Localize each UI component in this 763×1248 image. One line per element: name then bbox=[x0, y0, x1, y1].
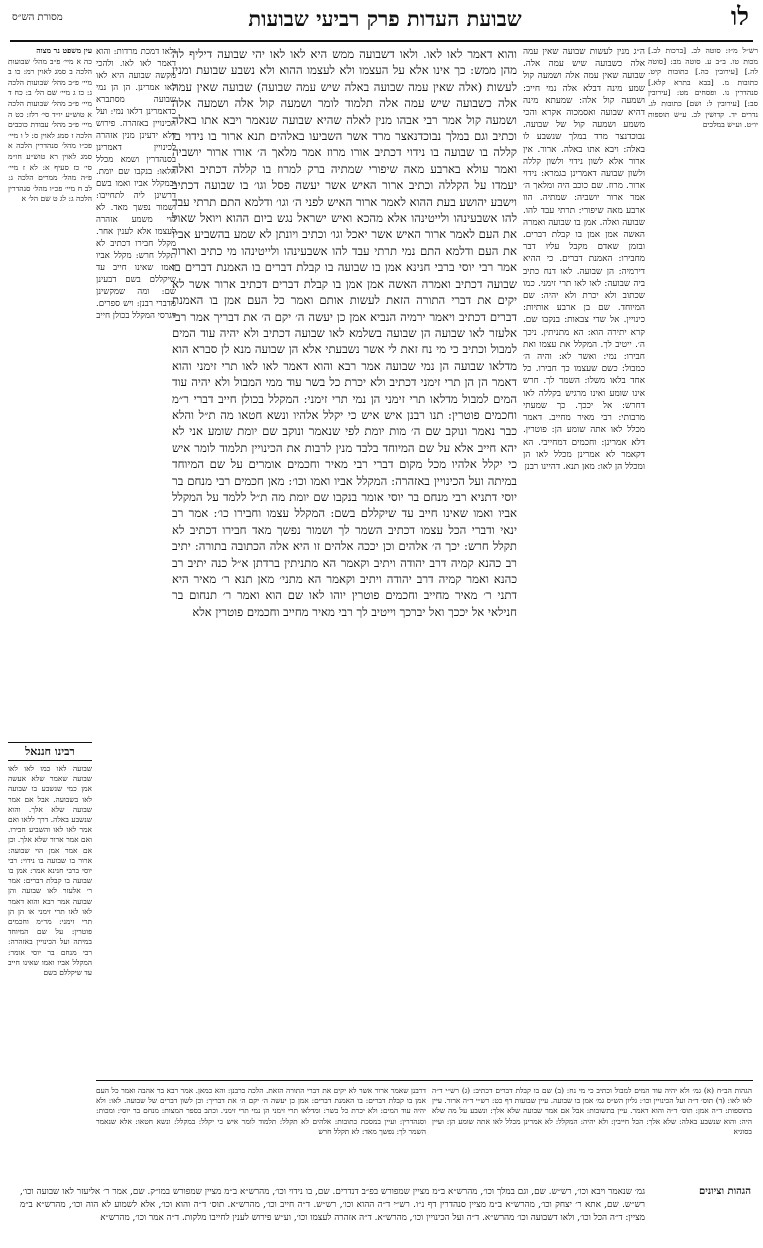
chapter-title: שבועת העדות פרק רביעי שבועות bbox=[248, 6, 522, 31]
gemara-text-block bbox=[172, 46, 517, 906]
hagahot-vetziyunim bbox=[20, 1186, 645, 1242]
bottom-notes-right-text: הגהות הב״ח (א) גמ׳ ולא יהיה עוד המים למבול וכתיב כי מי נח: (ב) שם בו קבלת דברים דכתיב: (ג) רש״י ד״ה לאו לאו: (ד) תוס׳ ד״ה ועל הכינויין וכו׳: גליון הש״ס גמ׳ אמן בו שבועה. עיין שבועות דף כט: רש״י ד״ה ארור. עיין בתוספות: ד״ה אמן: תוס׳ ד״ה והוא דאמר. עיין בתשובות: אבל אם אמר שבועה שלא אלך: ונשבע על מה שלא היה: והוא שנשבע באלה: שלא אלך: הכל חייבין: ולא יהיה: המקלל: לא אמרינן מכלל לאו אתה שומע הן: ועיין בסוגיא bbox=[432, 1086, 752, 1136]
bottom-notes-right bbox=[432, 1086, 752, 1176]
hagahot-header: הגהות וציונים bbox=[698, 1186, 751, 1197]
gemara-text: והוא דאמר לאו לאו. ולאו דשבועה ממש היא לאו לאו יהי שבועה דיליף לה מהן ממש: כך אינו אלא על העצמו ולא לעצמו ההוא ולא נשבע שבועת ומנין לעשות (אלה שאין עמה שבועה באלה שיש עמה שבועה) שבועה שאין עמה אלה כשבועה שיש עמה אלה תלמוד לומר ושמעה קול אלה ושמעה אלה ושמעה קול אמר רבי אבהו מנין לאלה שהיא שבועה שנאמר ויבא אתו באלה וכתיב וגם במלך נבוכדנאצר מרד אשר השביעו באלהים תנא ארור בו נידוי בו קללה בו שבועה בו נידוי דכתיב אורו מרוז אמר מלאך ה׳ אורו ארור יושביה ואמר עולא בארבע מאה שיפורי שמתיה ברק למרוז בו קללה דכתיב ואלה יעמדו על הקללה וכתיב ארור האיש אשר יעשה פסל וגו׳ בו שבועה דכתיב וישבע יהושע בעת ההוא לאמר ארור האיש לפני ה׳ וגו׳ ודלמא התם תרתי עבד להו אשבעינהו ולייטינהו אלא מהכא ואיש ישראל נגש ביום ההוא ויואל שאול את העם לאמר ארור האיש אשר יאכל וגו׳ וכתיב ויונתן לא שמע בהשביע אביו את העם ודלמא התם נמי תרתי עבד להו אשבעינהו ולייטינהו מי כתיב וארור אמר רבי יוסי ברבי חנינא אמן בו שבועה בו קבלת דברים בו האמנת דברים בו שבועה דכתיב ואמרה האשה אמן אמן בו קבלת דברים דכתיב ארור אשר לא יקים את דברי התורה הזאת לעשות אותם ואמר כל העם אמן בו האמנת דברים דכתיב ויאמר ירמיה הנביא אמן כן יעשה ה׳ יקם ה׳ את דבריך אמר רבי אלעזר לאו שבועה הן שבועה בשלמא לאו שבועה דכתיב ולא יהיה עוד המים למבול וכתיב כי מי נח זאת לי אשר נשבעתי אלא הן שבועה מנא לן סברא הוא מדלאו שבועה הן נמי שבועה אמר רבא והוא דאמר לאו לאו תרי זימני והוא דאמר הן הן תרי זימני דכתיב ולא יכרת כל בשר עוד ממי המבול ולא יהיה עוד המים למבול מדלאו תרי זימני הן נמי תרי זימני: המקלל בכולן חייב דברי ר״מ וחכמים פוטרין: תנו רבנן איש איש כי יקלל אלהיו ונשא חטאו מה ת״ל והלא כבר נאמר ונוקב שם ה׳ מות יומת לפי שנאמר ונוקב שם יומת שומע אני לא יהא חייב אלא על שם המיוחד בלבד מנין לרבות את הכינויין תלמוד לומר איש כי יקלל אלהיו מכל מקום דברי רבי מאיר וחכמים אומרים על שם המיוחד במיתה ועל הכינויין באזהרה: המקלל אביו ואמו וכו׳: מאן חכמים רבי מנחם בר יוסי דתניא רבי מנחם בר יוסי אומר בנקבו שם יומת מה ת״ל ללמד על המקלל אביו ואמו שאינו חייב עד שיקללם בשם: המקלל עצמו וחבירו כו׳: אמר רב ינאי ודברי הכל עצמו דכתיב השמר לך ושמור נפשך מאד חבירו דכתיב לא תקלל חרש: יכך ה׳ אלהים וכן יככה אלהים זו היא אלה הכתובה בתורה: יתיב רב כהנא קמיה דרב יהודה ויתיב וקאמר הא מתניתין ברדתן א״ל כנה יתיב רב כהנא ואמר קמיה דרב יהודה ויתיב וקאמר הא מתני׳ מאן תנא ר׳ מאיר היא דתני ר׳ מאיר מחייב וחכמים פוטרין יוהו לאו שם הוא ואמר ר׳ תנחום בר חנילאי אל יככך ואל יברכך וייטיב לך רבי מאיר מחייב וחכמים פוטרין אלא bbox=[172, 47, 517, 619]
rabbeinu-chananel-header: רבינו חננאל bbox=[8, 742, 92, 761]
hagahot-text: גמ׳ שנאמר ויבא וכו׳, רש״ש. שם, וגם במלך וכו׳, מהרש״א ב״מ מציין שמפורש בפ״ב דנדרים. שם, בו נידוי וכו׳, מהרש״א ב״מ מציין שמפורש במו״ק. שם, אמר ר׳ אליעזר לאו שבועה וכו׳, רש״ש. שם, אתא ר׳ יצחק וכו׳, מהרש״א ב״מ מציין סנהדרין דף נ״ו. רש״י ד״ה ההוא וכו׳, רש״ש. ד״ה חייב וכו׳, מהרש״א. תוס׳ ד״ה והוא וכו׳, אלא לשמוע לא הוה וכו׳, מהרש״א ב״מ מציין: ד״ה הכל וכו׳, ולאו דשבועה וכו׳ מהרש״א. ד״ה ועל הכינויין וכו׳, מהרש״א. ד״ה אזהרה לעצמו וכו׳, וע״ש פירוש לענין לחייבו מלקות. ד״ה אמר וכו׳, מהרש״א bbox=[20, 1187, 645, 1223]
header-rule bbox=[10, 40, 753, 42]
rabbeinu-chananel-text: שבועה לאו כמו לאו לאו שבועה שאמר שלא אעשה אמן כמי שנשבע בו שבועה לאו בשבועה. אבל אם אמר שבועה שלא אלך. והוא שנשבע באלה. דרך ללאו ואם אמר לאו לאו והשביע חבירו. ואם אמר ארור שלא אלך. וכן אם אמר אמן הוי שבועה: ארור בו שבועה בו נידוי: רבי יוסי ברבי חנינא אמר: אמן בו שבועה בו קבלת דברים: אמר ר׳ אלעזר לאו שבועה והן שבועה אמר רבא והוא דאמר לאו לאו תרי זימני או הן הן תרי זימני: מר״מ וחכמים פוטרין: על שם המיוחד במיתה ועל הכינויין באזהרה: רבי מנחם בר יוסי אומר: המקלל אביו ואמו שאינו חייב עד שיקללם בשם bbox=[8, 764, 92, 978]
margin-references-text: רש״ל מ״ז: סוטה לב. [ברכות לב.] מכות טו. ב״ב ע. סוטה מב: [סוטה לה.] [עירובין כה.] כתובות קיט. כתובות מ. [בבא בתרא קלא.] סנהדרין נו. ופסחים מט: [עירובין סב:] [עירובין ל: ושם] כתובות לג. נדרים יד. קדושין לב. ע״ש תוספות יו״ט. וע״ש במלכים bbox=[648, 46, 758, 130]
rabbeinu-chananel bbox=[8, 764, 92, 1144]
page-number: לו bbox=[730, 2, 749, 31]
tosafot-text: ולאו דמכת מרדות: והוא דאמר לאו לאו. ולהכי מקשה שבועה היא לאו לאו אמרינן. הן הן נמי שבועה מסתברא כדאמרינן דלאו נמי: ועל הכינויין באזהרה. פירוש דלא ידעינן מנין אזהרה לכינויין דאמרינן בסנהדרין ושמא מכלל הלאו: בנקבו שם יומת. ובמקלל אביו ואמו בשם דרשינן ליה לתחייבו: ושמור נפשך מאד. לא הוי משמע אזהרה לעצמו אלא לענין אחר. מקלל חבירו דכתיב לא תקלל חרש: מקלל אביו ואמו שאינו חייב עד שיקללם בשם דבעינן שם: ומה שמקשינן מדברי רבנן: ויש ספרים. דגרסי המקלל בכולן חייב bbox=[96, 47, 176, 321]
ein-mishpat-header: עין משפט נר מצוה bbox=[36, 46, 92, 55]
ein-mishpat bbox=[8, 46, 92, 476]
bottom-notes-left-text: דרבנן שאמר ארור אשר לא יקים את דברי התורה הזאת. הלכה כרבנן: והא כמאן. אמר רבא בר אהבה ואמר כל העם אמן בו קבלת דברים: בו האמנת דברים: אמן כן יעשה ה׳ יקם ה׳ את דבריך: וכן לשון דברים של שבועה. לאו: ולא יהיה עוד המים: ולא יכרת כל בשר: ומדלאו תרי זימני הן נמי תרי זימני. וכתב בספר המצות: מנחם בר יוסי: ומכות: וסנהדרין: ועיין במסכת כתובות: אלהים לא תקלל: תלמוד לומר איש כי יקלל: במקלל: ונשא חטאו: אלא שנאמר השמר לך: נפשך מאד: לא תקלל חרש bbox=[96, 1086, 426, 1136]
ein-mishpat-text: כה א מיי׳ פ״ב מהל׳ שבועות הלכה ב סמג לאוין רמ: כו ב מיי׳ פ״ב מהל׳ שבועות הלכה ג: כז ג מיי׳ שם הל׳ ב: כח ד מיי׳ פ״ב מהל׳ שבועות הלכה א טוש״ע יו״ד סי׳ רלז: כט ה מיי׳ פ״ב מהל׳ עבודת כוכבים הלכה ז סמג לאוין ס: ל ו מיי׳ פכ״ו מהל׳ סנהדרין הלכה א סמג לאוין רא טוש״ע חו״מ סי׳ כז סעיף א: לא ז מיי׳ פ״ה מהל׳ ממרים הלכה ג: לב ח מיי׳ פכ״ו מהל׳ סנהדרין הלכה ג: לג ט שם הל׳ א bbox=[8, 56, 92, 204]
rashi-commentary bbox=[523, 46, 645, 908]
bottom-notes-left bbox=[96, 1086, 426, 1176]
tosafot-commentary bbox=[96, 46, 176, 906]
masoret-hashas-label: מסורת הש״ס bbox=[12, 12, 63, 23]
rashi-text: ה״ג מנין לעשות שבועה שאין עמה אלה כשבועה שיש עמה אלה. שבועה שאין עמה אלה ושמעה קול שמע מינה דבלא אלה נמי חייב: ושמעה קול אלה: שמעתא מינה דהיא שבועה ואסמכוה אקרא והכי משמע ושמעה קול של שבועה. נבוכדנצר מרד במלך שנשבע לו באלה: ויבא אתו באלה. ארור. אין ארור אלא לשון נידוי ולשון קללה ולשון שבועה דאמרינן בגמרא: נידוי ארור. מרוז. שם כוכב היה ומלאך ה׳ אמר ארור יושביה: שמתיה. הוו ארבע מאה שיפורי: תרתי עבד להו. שבועה ואלה. אמן בו שבועה ואמרה האשה אמן אמן בו קבלת דברים. ובזמן שאדם מקבל עליו דבר מחבירו: האמנת דברים. כי ההיא דירמיה: הן שבועה. לאו דנח כתיב ביה שבועה: לאו לאו תרי זימני. כמו שכתוב ולא יכרת ולא יהיה: שם המיוחד. שם בן ארבע אותיות: כינויין. אל שדי צבאות: בנקבו שם. קרא יתירה הוא: הא מתניתין. ניכך ה׳. ייטיב לך. המקלל את עצמו ואת חבירו: נמי: ואשר לא: והיה ה׳ כמבול: כשם שעצמו כך חבירו. כל אחד בלאו משלו: השמר לך. חרש אינו שומע ואינו מרגיש בקללה לאו דחרש: אל יככך. כך שמעתי מרבותי: רבי מאיר מחייב. דאמר מכלל לאו אתה שומע הן: פוטרין. דלא אמרינן: וחכמים דמחייבי. הא דקאמר לא אמרינן מכלל לאו הן ומכלל הן לאו: מאן תנא. דהיינו רבנן bbox=[523, 47, 645, 472]
margin-references bbox=[648, 46, 758, 906]
